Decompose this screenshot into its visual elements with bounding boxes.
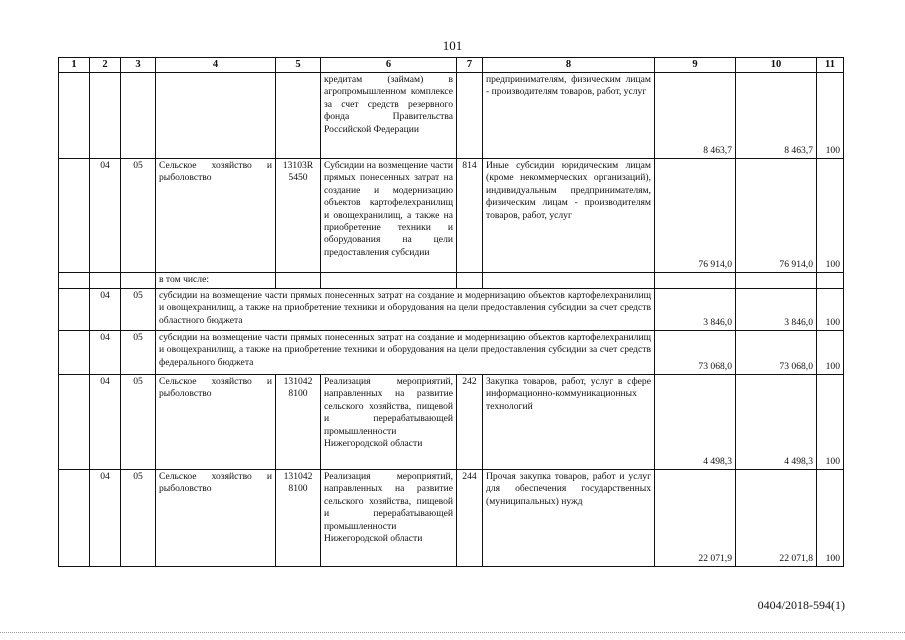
row-col1 <box>59 73 90 159</box>
header-col11: 11 <box>817 58 844 73</box>
header-col8: 8 <box>483 58 655 73</box>
row-plan-amount: 4 498,3 <box>655 375 736 470</box>
table-row <box>59 289 844 331</box>
row-percent: 100 <box>817 331 844 375</box>
header-col6: 6 <box>321 58 457 73</box>
row-section-name: Сельское хозяйство и рыболовство <box>156 159 276 273</box>
header-col2: 2 <box>90 58 121 73</box>
row-section <box>90 273 121 289</box>
row-section-name: Сельское хозяйство и рыболовство <box>156 375 276 470</box>
row-col1 <box>59 470 90 567</box>
row-percent: 100 <box>817 470 844 567</box>
row-subsection: 05 <box>121 470 156 567</box>
row-target-name: кредитам (займам) в агропромышленном комплексе за счет средств резервного фонда Правительства Российской Федерации <box>321 73 457 159</box>
row-target-code <box>276 73 321 159</box>
row-percent: 100 <box>817 375 844 470</box>
row-section <box>90 73 121 159</box>
row-subsection: 05 <box>121 331 156 375</box>
header-col7: 7 <box>457 58 483 73</box>
row-col1 <box>59 375 90 470</box>
row-plan-amount: 76 914,0 <box>655 159 736 273</box>
row-percent: 100 <box>817 289 844 331</box>
row-percent: 100 <box>817 73 844 159</box>
row-target-name: Реализация мероприятий, направленных на развитие сельского хозяйства, пищевой и перерабатывающей промышленности Нижегородской области <box>321 375 457 470</box>
table-row <box>59 159 844 273</box>
header-col4: 4 <box>156 58 276 73</box>
row-expense-name: Закупка товаров, работ, услуг в сфере информационно-коммуникационных технологий <box>483 375 655 470</box>
row-expense-code <box>457 273 483 289</box>
header-row <box>59 58 844 73</box>
row-col1 <box>59 273 90 289</box>
row-merged-description: субсидии на возмещение части прямых понесенных затрат на создание и модернизацию объектов картофелехранилищ и овощехранилищ, а также на приобретение техники и оборудования на цели предоставления субсидии за счет средств областного бюджета <box>156 289 655 331</box>
row-subsection <box>121 73 156 159</box>
row-percent <box>817 273 844 289</box>
row-expense-name: предпринимателям, физическим лицам - производителям товаров, работ, услуг <box>483 73 655 159</box>
table-row <box>59 470 844 567</box>
row-plan-amount: 73 068,0 <box>655 331 736 375</box>
row-section-name <box>156 73 276 159</box>
row-actual-amount: 76 914,0 <box>736 159 817 273</box>
row-section: 04 <box>90 159 121 273</box>
row-subsection: 05 <box>121 159 156 273</box>
row-col1 <box>59 159 90 273</box>
table-row <box>59 73 844 159</box>
header-col1: 1 <box>59 58 90 73</box>
row-actual-amount: 73 068,0 <box>736 331 817 375</box>
table-row <box>59 375 844 470</box>
row-plan-amount: 22 071,9 <box>655 470 736 567</box>
row-section: 04 <box>90 289 121 331</box>
row-expense-code: 814 <box>457 159 483 273</box>
row-section: 04 <box>90 375 121 470</box>
row-target-name: Реализация мероприятий, направленных на развитие сельского хозяйства, пищевой и перерабатывающей промышленности Нижегородской области <box>321 470 457 567</box>
row-section: 04 <box>90 470 121 567</box>
row-percent: 100 <box>817 159 844 273</box>
header-col10: 10 <box>736 58 817 73</box>
row-expense-code: 242 <box>457 375 483 470</box>
budget-table <box>58 57 844 567</box>
row-including-label: в том числе: <box>156 273 276 289</box>
scan-edge-divider <box>0 632 905 635</box>
table-row <box>59 273 844 289</box>
header-col5: 5 <box>276 58 321 73</box>
row-target-code: 13103R 5450 <box>276 159 321 273</box>
page-number: 101 <box>442 38 463 53</box>
document-code: 0404/2018-594(1) <box>757 598 845 612</box>
row-actual-amount: 3 846,0 <box>736 289 817 331</box>
row-actual-amount: 8 463,7 <box>736 73 817 159</box>
table-row <box>59 331 844 375</box>
row-target-code <box>276 273 321 289</box>
row-expense-code: 244 <box>457 470 483 567</box>
row-subsection: 05 <box>121 375 156 470</box>
row-target-name: Субсидии на возмещение части прямых понесенных затрат на создание и модернизацию объектов картофелехранилищ и овощехранилищ, а также на приобретение техники и оборудования на цели предоставления субсидии <box>321 159 457 273</box>
row-expense-name: Иные субсидии юридическим лицам (кроме некоммерческих организаций), индивидуальным предпринимателям, физическим лицам - производителям товаров, работ, услуг <box>483 159 655 273</box>
row-col1 <box>59 331 90 375</box>
row-section: 04 <box>90 331 121 375</box>
row-subsection: 05 <box>121 289 156 331</box>
row-plan-amount: 8 463,7 <box>655 73 736 159</box>
row-expense-name <box>483 273 655 289</box>
row-expense-code <box>457 73 483 159</box>
row-plan-amount: 3 846,0 <box>655 289 736 331</box>
row-subsection <box>121 273 156 289</box>
row-merged-description: субсидии на возмещение части прямых понесенных затрат на создание и модернизацию объектов картофелехранилищ и овощехранилищ, а также на приобретение техники и оборудования на цели предоставления субсидии за счет средств федерального бюджета <box>156 331 655 375</box>
row-actual-amount: 4 498,3 <box>736 375 817 470</box>
header-col3: 3 <box>121 58 156 73</box>
row-target-name <box>321 273 457 289</box>
row-plan-amount <box>655 273 736 289</box>
row-expense-name: Прочая закупка товаров, работ и услуг для обеспечения государственных (муниципальных) нужд <box>483 470 655 567</box>
row-actual-amount: 22 071,8 <box>736 470 817 567</box>
header-col9: 9 <box>655 58 736 73</box>
row-section-name: Сельское хозяйство и рыболовство <box>156 470 276 567</box>
row-target-code: 131042 8100 <box>276 375 321 470</box>
row-target-code: 131042 8100 <box>276 470 321 567</box>
row-actual-amount <box>736 273 817 289</box>
row-col1 <box>59 289 90 331</box>
